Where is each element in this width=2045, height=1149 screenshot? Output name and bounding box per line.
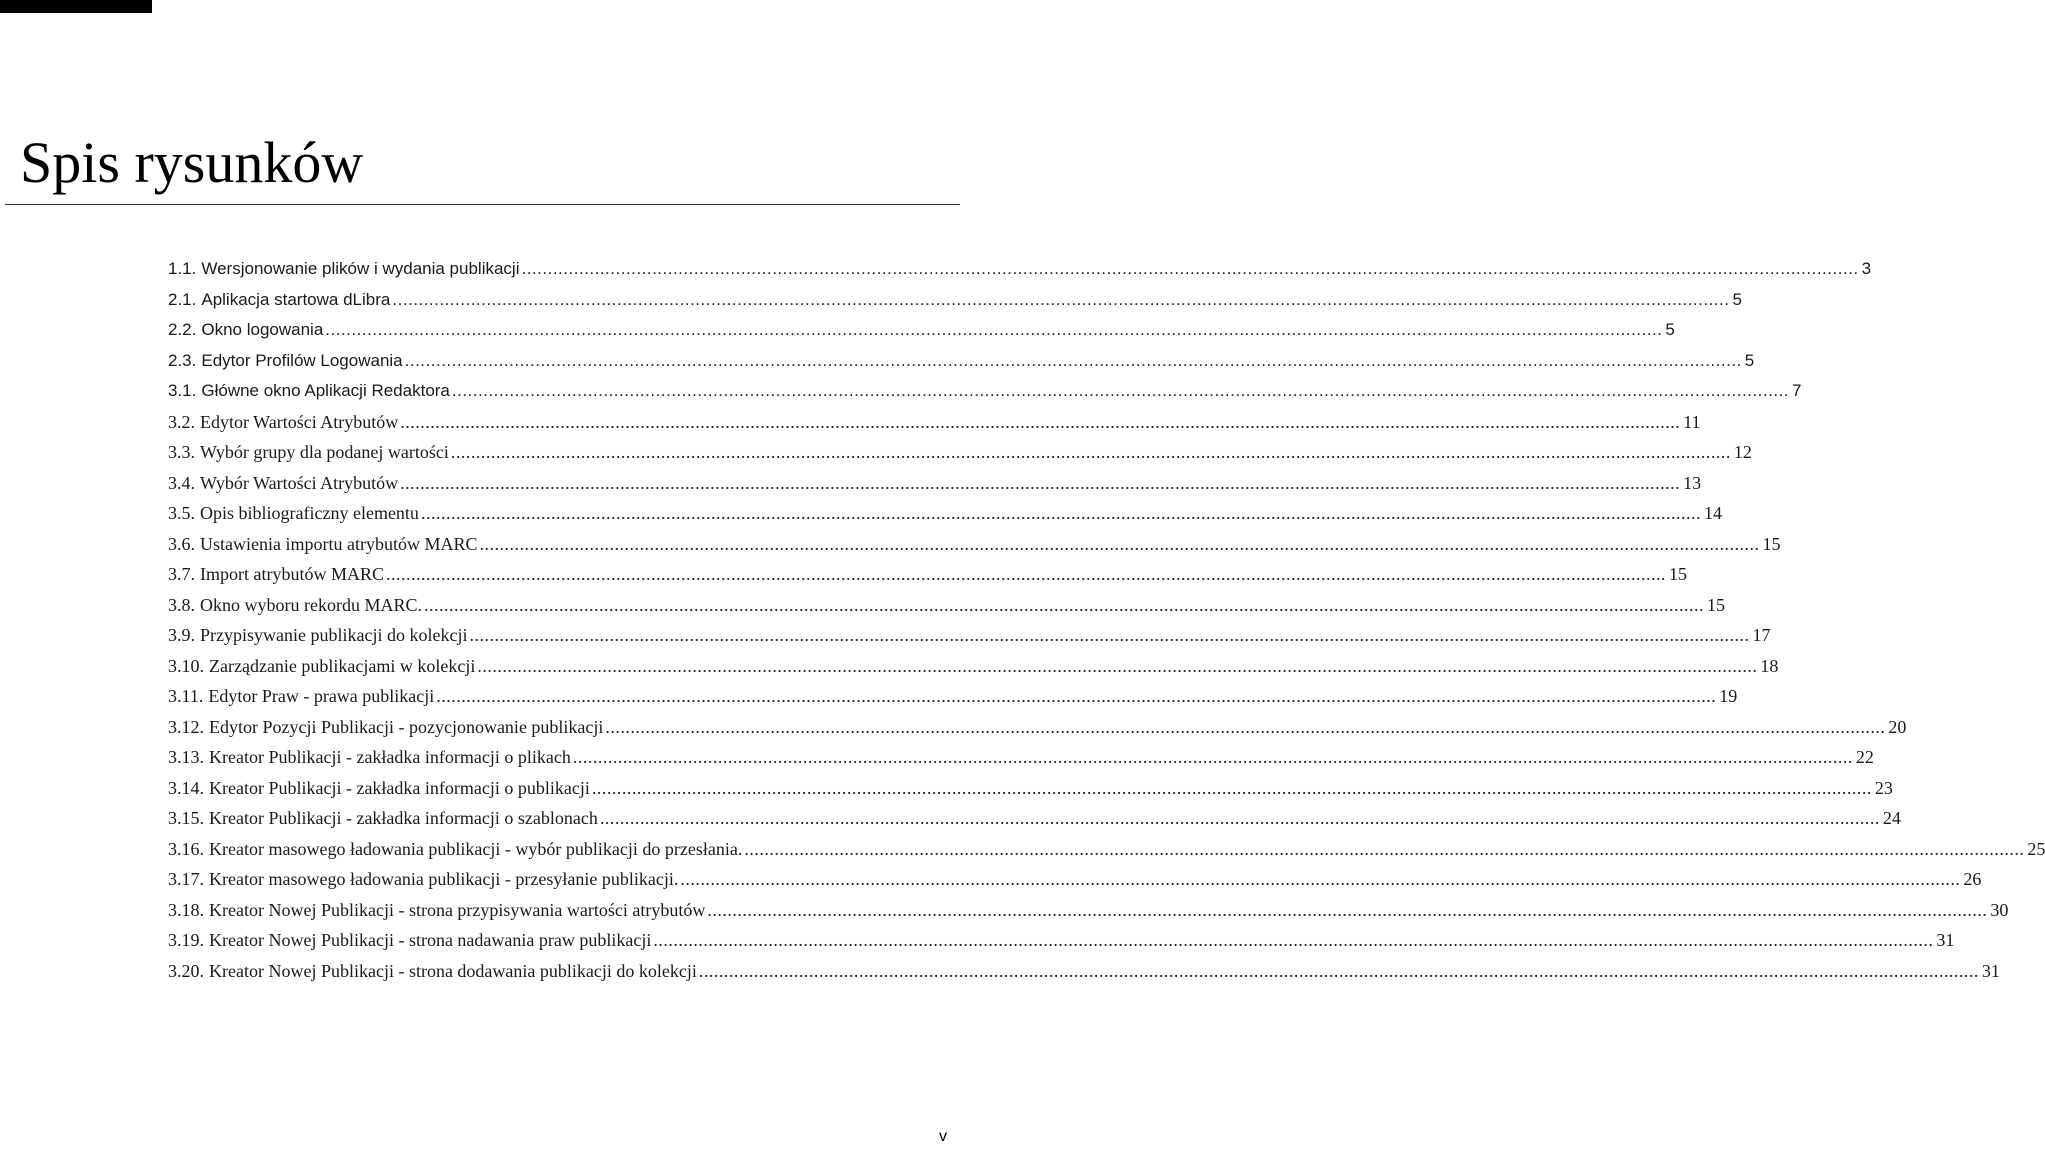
toc-dot-leader <box>707 895 1987 926</box>
toc-entry-title: Edytor Praw - prawa publikacji <box>208 686 435 706</box>
toc-entry-page: 5 <box>1732 289 1742 309</box>
toc-dot-leader <box>451 437 1731 468</box>
toc-dot-leader <box>325 315 1662 346</box>
toc-entry-page: 14 <box>1703 503 1722 523</box>
toc-entry-page: 31 <box>1936 930 1955 950</box>
toc-entry[interactable] <box>168 895 2009 926</box>
toc-entry-page: 24 <box>1882 808 1901 828</box>
toc-entry-number: 3.18. <box>168 899 204 920</box>
toc-entry-page: 12 <box>1733 442 1752 462</box>
page-title: Spis rysunków <box>20 130 364 195</box>
toc-entry-page: 18 <box>1760 655 1779 676</box>
toc-entry-title: Opis bibliograficzny elementu <box>200 503 419 523</box>
toc-entry[interactable] <box>168 407 1701 438</box>
toc-entry-title: Wybór Wartości Atrybutów <box>200 472 399 493</box>
toc-dot-leader <box>386 559 1666 590</box>
toc-dot-leader <box>436 681 1716 712</box>
toc-entry-number: 3.1. <box>168 381 197 400</box>
page-number: v <box>939 1128 947 1145</box>
toc-entry-title: Kreator masowego ładowania publikacji - przesyłanie publikacji. <box>209 869 679 889</box>
toc-entry-page: 23 <box>1874 777 1893 798</box>
toc-dot-leader <box>400 407 1680 438</box>
toc-entry-title: Kreator Nowej Publikacji - strona nadawania praw publikacji <box>209 930 652 950</box>
toc-dot-leader <box>452 376 1789 407</box>
toc-entry[interactable] <box>168 376 1802 407</box>
toc-entry-page: 25 <box>2027 838 2045 859</box>
toc-entry-page: 20 <box>1888 716 1907 737</box>
toc-dot-leader <box>424 590 1704 621</box>
toc-entry-number: 3.17. <box>168 869 204 889</box>
toc-entry-number: 3.14. <box>168 777 204 798</box>
toc-entry-title: Ustawienia importu atrybutów MARC <box>200 533 478 554</box>
toc-entry-number: 3.5. <box>168 503 195 523</box>
toc-dot-leader <box>573 742 1853 773</box>
toc-entry[interactable] <box>168 712 1907 743</box>
toc-entry-page: 19 <box>1719 686 1738 706</box>
toc-entry-title: Import atrybutów MARC <box>200 564 384 584</box>
toc-entry-title: Edytor Profilów Logowania <box>201 350 403 370</box>
toc-dot-leader <box>405 346 1742 377</box>
toc-entry-number: 3.3. <box>168 442 195 462</box>
toc-entry-page: 22 <box>1855 747 1874 767</box>
toc-entry-number: 3.11. <box>168 686 204 706</box>
toc-entry-number: 3.20. <box>168 960 204 981</box>
toc-entry[interactable] <box>168 315 1675 346</box>
toc-entry-title: Okno wyboru rekordu MARC. <box>200 594 422 615</box>
toc-entry-title: Edytor Pozycji Publikacji - pozycjonowanie publikacji <box>209 716 604 737</box>
toc-entry-title: Kreator Publikacji - zakładka informacji o publikacji <box>209 777 590 798</box>
toc-dot-leader <box>680 864 1960 895</box>
toc-entry-number: 3.9. <box>168 625 195 645</box>
toc-entry-page: 13 <box>1683 472 1702 493</box>
toc-entry-number: 3.8. <box>168 594 195 615</box>
toc-dot-leader <box>744 834 2024 865</box>
toc-entry[interactable] <box>168 864 1982 895</box>
toc-entry[interactable] <box>168 529 1781 560</box>
toc-entry[interactable] <box>168 285 1742 316</box>
toc-entry-page: 15 <box>1762 533 1781 554</box>
toc-dot-leader <box>592 773 1872 804</box>
toc-entry-number: 3.7. <box>168 564 195 584</box>
toc-entry-number: 2.1. <box>168 289 197 309</box>
toc-entry-page: 17 <box>1752 625 1771 645</box>
toc-dot-leader <box>477 651 1757 682</box>
toc-entry-title: Okno logowania <box>201 320 324 339</box>
toc-entry-title: Wersjonowanie plików i wydania publikacji <box>201 259 520 278</box>
toc-entry-number: 3.10. <box>168 655 204 676</box>
toc-entry[interactable] <box>168 590 1725 621</box>
toc-dot-leader <box>469 620 1749 651</box>
toc-entry-number: 3.12. <box>168 716 204 737</box>
table-of-figures <box>168 254 2045 986</box>
toc-dot-leader <box>605 712 1885 743</box>
toc-entry-page: 7 <box>1792 381 1802 400</box>
toc-entry-title: Kreator Publikacji - zakładka informacji o szablonach <box>209 808 598 828</box>
toc-entry-title: Kreator Nowej Publikacji - strona przypisywania wartości atrybutów <box>209 899 706 920</box>
toc-dot-leader <box>479 529 1759 560</box>
toc-entry-page: 15 <box>1669 564 1687 584</box>
toc-dot-leader <box>392 285 1729 316</box>
toc-entry[interactable] <box>168 925 1955 956</box>
header-bar <box>0 0 152 13</box>
toc-entry[interactable] <box>168 651 1779 682</box>
toc-dot-leader <box>699 956 1979 987</box>
toc-entry[interactable] <box>168 681 1738 712</box>
toc-entry-page: 26 <box>1963 869 1982 889</box>
toc-entry-number: 2.3. <box>168 350 197 370</box>
toc-entry-number: 3.16. <box>168 838 204 859</box>
toc-entry-title: Główne okno Aplikacji Redaktora <box>201 381 450 400</box>
title-divider <box>5 204 960 205</box>
toc-entry-number: 3.4. <box>168 472 195 493</box>
toc-entry[interactable] <box>168 559 1687 590</box>
toc-entry[interactable] <box>168 742 1874 773</box>
toc-entry-title: Zarządzanie publikacjami w kolekcji <box>209 655 476 676</box>
toc-entry[interactable] <box>168 346 1755 377</box>
toc-entry-number: 1.1. <box>168 259 197 278</box>
toc-entry[interactable] <box>168 834 2045 865</box>
toc-entry[interactable] <box>168 620 1771 651</box>
toc-entry-title: Kreator Publikacji - zakładka informacji o plikach <box>209 747 571 767</box>
toc-entry[interactable] <box>168 773 1893 804</box>
toc-entry[interactable] <box>168 498 1722 529</box>
toc-entry-page: 5 <box>1665 320 1675 339</box>
toc-entry-number: 3.2. <box>168 411 195 432</box>
toc-dot-leader <box>653 925 1933 956</box>
toc-entry-title: Wybór grupy dla podanej wartości <box>200 442 449 462</box>
toc-entry-number: 3.15. <box>168 808 204 828</box>
toc-dot-leader <box>600 803 1880 834</box>
toc-entry[interactable] <box>168 254 1872 285</box>
toc-dot-leader <box>421 498 1701 529</box>
toc-dot-leader <box>400 468 1680 499</box>
toc-entry-title: Kreator masowego ładowania publikacji - wybór publikacji do przesłania. <box>209 838 743 859</box>
toc-entry[interactable] <box>168 468 1702 499</box>
toc-entry-title: Aplikacja startowa dLibra <box>201 289 391 309</box>
toc-entry-number: 3.6. <box>168 533 195 554</box>
toc-entry-title: Przypisywanie publikacji do kolekcji <box>200 625 468 645</box>
toc-entry-page: 15 <box>1707 594 1725 615</box>
toc-dot-leader <box>521 254 1858 285</box>
toc-entry-page: 30 <box>1990 899 2009 920</box>
toc-entry-number: 2.2. <box>168 320 197 339</box>
toc-entry[interactable] <box>168 956 2000 987</box>
toc-entry[interactable] <box>168 437 1752 468</box>
toc-entry-number: 3.19. <box>168 930 204 950</box>
toc-entry-page: 31 <box>1981 960 2000 981</box>
toc-entry-page: 5 <box>1744 350 1755 370</box>
toc-entry-number: 3.13. <box>168 747 204 767</box>
toc-entry-page: 11 <box>1683 411 1701 432</box>
toc-entry-title: Kreator Nowej Publikacji - strona dodawania publikacji do kolekcji <box>209 960 697 981</box>
toc-entry-page: 3 <box>1861 259 1872 278</box>
toc-entry-title: Edytor Wartości Atrybutów <box>200 411 399 432</box>
toc-entry[interactable] <box>168 803 1901 834</box>
